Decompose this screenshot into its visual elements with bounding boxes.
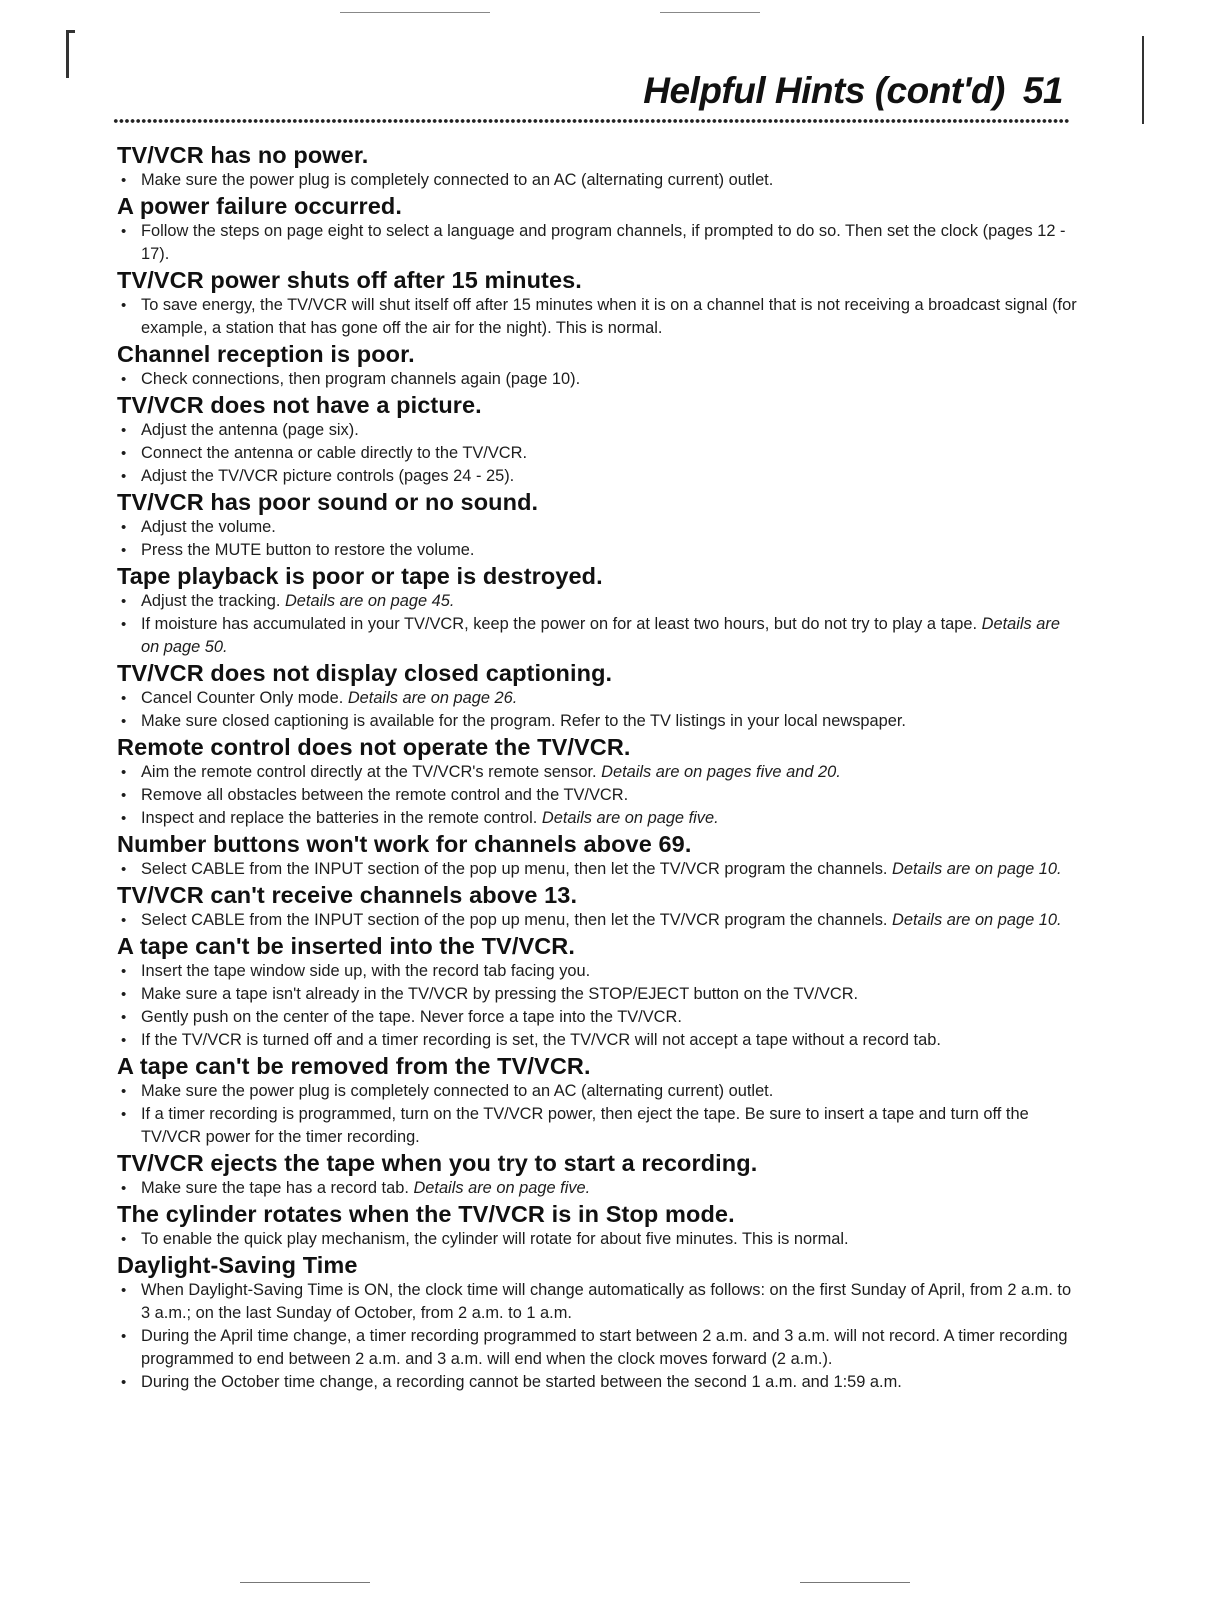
hint-bullet-text: If the TV/VCR is turned off and a timer recording is set, the TV/VCR will not accept a tape without a record tab. [141,1031,941,1049]
hint-bullet-text: Adjust the tracking. [141,592,281,610]
hint-heading: Number buttons won't work for channels above 69. [117,831,692,857]
hint-bullet [117,613,1077,659]
hint-section [117,193,1077,266]
hint-bullet [117,1080,1077,1103]
hint-heading: TV/VCR has poor sound or no sound. [117,489,539,515]
hint-bullet-text: To enable the quick play mechanism, the cylinder will rotate for about five minutes. This is normal. [141,1230,849,1248]
page-reference: Details are on page 10. [892,911,1062,929]
hint-bullet-list [117,516,1077,562]
hint-bullet [117,784,1077,807]
hint-bullet-list [117,1228,1077,1251]
hint-bullet-text: To save energy, the TV/VCR will shut itself off after 15 minutes when it is on a channel that is not receiving a broadcast signal (for example, a station that has gone off the air for the night). This is normal. [141,296,1077,337]
hint-bullet [117,1029,1077,1052]
hint-bullet [117,960,1077,983]
hint-bullet-list [117,169,1077,192]
page-reference: Details are on page 50. [141,615,1060,656]
page-reference: Details are on page 45. [284,592,455,610]
hint-section [117,660,1077,733]
hint-heading: TV/VCR does not have a picture. [117,392,482,418]
page-reference: Details are on page 26. [347,689,518,707]
hint-bullet-text: Cancel Counter Only mode. [141,689,344,707]
hint-bullet-text: Make sure the power plug is completely connected to an AC (alternating current) outlet. [141,171,774,189]
hint-bullet-text: Inspect and replace the batteries in the remote control. [141,809,538,827]
hint-bullet [117,687,1077,710]
hint-bullet [117,1371,1077,1394]
hints-list [117,142,1077,1395]
page-reference: Details are on page five. [413,1179,591,1197]
hint-bullet [117,710,1077,733]
hint-heading: TV/VCR has no power. [117,142,369,168]
hint-section [117,341,1077,391]
hint-bullet-list [117,909,1077,932]
hint-bullet-text: Adjust the TV/VCR picture controls (pages 24 - 25). [141,467,515,485]
hint-bullet-text: Aim the remote control directly at the TV/VCR's remote sensor. [141,763,597,781]
hint-bullet-text: Make sure the tape has a record tab. [141,1179,409,1197]
scan-bottom-rule-2 [800,1582,910,1583]
scan-edge-mark-left-tick [66,30,75,33]
hint-bullet [117,220,1077,266]
hint-heading: TV/VCR does not display closed captioning. [117,660,613,686]
dotted-divider [113,117,1070,125]
hint-bullet-list [117,1177,1077,1200]
hint-bullet [117,442,1077,465]
hint-bullet-text: Follow the steps on page eight to select a language and program channels, if prompted to do so. Then set the clock (pages 12 - 17). [141,222,1066,263]
page-reference: Details are on pages five and 20. [601,763,841,781]
hint-section [117,267,1077,340]
hint-heading: TV/VCR power shuts off after 15 minutes. [117,267,582,293]
hint-bullet-list [117,858,1077,881]
hint-bullet-list [117,960,1077,1052]
page-reference: Details are on page 10. [892,860,1062,878]
hint-bullet-list [117,687,1077,733]
hint-section [117,489,1077,562]
hint-bullet [117,761,1077,784]
hint-bullet-text: Press the MUTE button to restore the volume. [141,541,475,559]
hint-section [117,1150,1077,1200]
header-title: Helpful Hints (cont'd) [643,70,1005,111]
hint-bullet-list [117,220,1077,266]
scan-edge-mark-right [1142,36,1144,124]
hint-section [117,734,1077,830]
hint-section [117,1053,1077,1149]
hint-bullet [117,516,1077,539]
hint-bullet-list [117,1080,1077,1149]
hint-heading: A tape can't be removed from the TV/VCR. [117,1053,591,1079]
hint-bullet [117,1325,1077,1371]
hint-heading: A power failure occurred. [117,193,403,219]
scan-top-rule-2 [660,12,760,13]
scan-bottom-rule-1 [240,1582,370,1583]
hint-bullet-list [117,368,1077,391]
hint-bullet-text: Make sure the power plug is completely connected to an AC (alternating current) outlet. [141,1082,774,1100]
hint-heading: Daylight-Saving Time [117,1252,358,1278]
hint-bullet [117,1279,1077,1325]
hint-bullet-text: If moisture has accumulated in your TV/VCR, keep the power on for at least two hours, but do not try to play a tape. [141,615,978,633]
hint-section [117,882,1077,932]
hint-section [117,933,1077,1052]
hint-heading: A tape can't be inserted into the TV/VCR. [117,933,575,959]
hint-bullet [117,590,1077,613]
page-header [643,70,1063,112]
hint-heading: The cylinder rotates when the TV/VCR is in Stop mode. [117,1201,735,1227]
hint-heading: Channel reception is poor. [117,341,415,367]
hint-bullet-text: Adjust the volume. [141,518,276,536]
hint-bullet-list [117,419,1077,488]
hint-section [117,563,1077,659]
page-reference: Details are on page five. [541,809,719,827]
hint-bullet-text: Adjust the antenna (page six). [141,421,359,439]
hint-bullet-text: Insert the tape window side up, with the record tab facing you. [141,962,591,980]
hint-bullet-text: Remove all obstacles between the remote control and the TV/VCR. [141,786,629,804]
hint-bullet [117,1177,1077,1200]
hint-bullet [117,1228,1077,1251]
hint-section [117,1201,1077,1251]
hint-section [117,1252,1077,1394]
hint-bullet [117,807,1077,830]
hint-bullet-text: During the April time change, a timer recording programmed to start between 2 a.m. and 3 a.m. will not record. A timer recording programmed to end between 2 a.m. and 3 a.m. will end when the clock moves forward (2 a.m.). [141,1327,1068,1368]
hint-bullet-list [117,761,1077,830]
hint-section [117,831,1077,881]
hint-bullet-text: Gently push on the center of the tape. Never force a tape into the TV/VCR. [141,1008,682,1026]
hint-bullet [117,1103,1077,1149]
hint-bullet [117,465,1077,488]
hint-bullet-text: Select CABLE from the INPUT section of the pop up menu, then let the TV/VCR program the channels. [141,860,888,878]
hint-bullet-text: When Daylight-Saving Time is ON, the clock time will change automatically as follows: on the first Sunday of April, from 2 a.m. to 3 a.m.; on the last Sunday of October, from 2 a.m. to 1 a.m. [141,1281,1072,1322]
hint-bullet-list [117,590,1077,659]
hint-bullet [117,539,1077,562]
hint-bullet [117,368,1077,391]
hint-bullet [117,419,1077,442]
scan-edge-mark-left [66,30,69,78]
hint-bullet [117,909,1077,932]
hint-bullet-text: Make sure closed captioning is available for the program. Refer to the TV listings in your local newspaper. [141,712,906,730]
hint-bullet-list [117,294,1077,340]
hint-heading: Remote control does not operate the TV/VCR. [117,734,631,760]
hint-bullet [117,983,1077,1006]
page-number: 51 [1022,70,1063,111]
hint-bullet-text: Select CABLE from the INPUT section of the pop up menu, then let the TV/VCR program the channels. [141,911,888,929]
hint-bullet [117,169,1077,192]
hint-bullet-text: During the October time change, a recording cannot be started between the second 1 a.m. and 1:59 a.m. [141,1373,902,1391]
hint-bullet [117,1006,1077,1029]
hint-heading: Tape playback is poor or tape is destroyed. [117,563,603,589]
hint-heading: TV/VCR can't receive channels above 13. [117,882,578,908]
hint-bullet-text: Check connections, then program channels again (page 10). [141,370,581,388]
hint-heading: TV/VCR ejects the tape when you try to start a recording. [117,1150,758,1176]
scan-top-rule-1 [340,12,490,13]
hint-bullet-text: If a timer recording is programmed, turn on the TV/VCR power, then eject the tape. Be sure to insert a tape and turn off the TV/VCR power for the timer recording. [141,1105,1029,1146]
hint-bullet-list [117,1279,1077,1394]
hint-bullet [117,858,1077,881]
hint-section [117,392,1077,488]
hint-bullet-text: Connect the antenna or cable directly to the TV/VCR. [141,444,528,462]
hint-section [117,142,1077,192]
hint-bullet [117,294,1077,340]
hint-bullet-text: Make sure a tape isn't already in the TV/VCR by pressing the STOP/EJECT button on the TV/VCR. [141,985,859,1003]
